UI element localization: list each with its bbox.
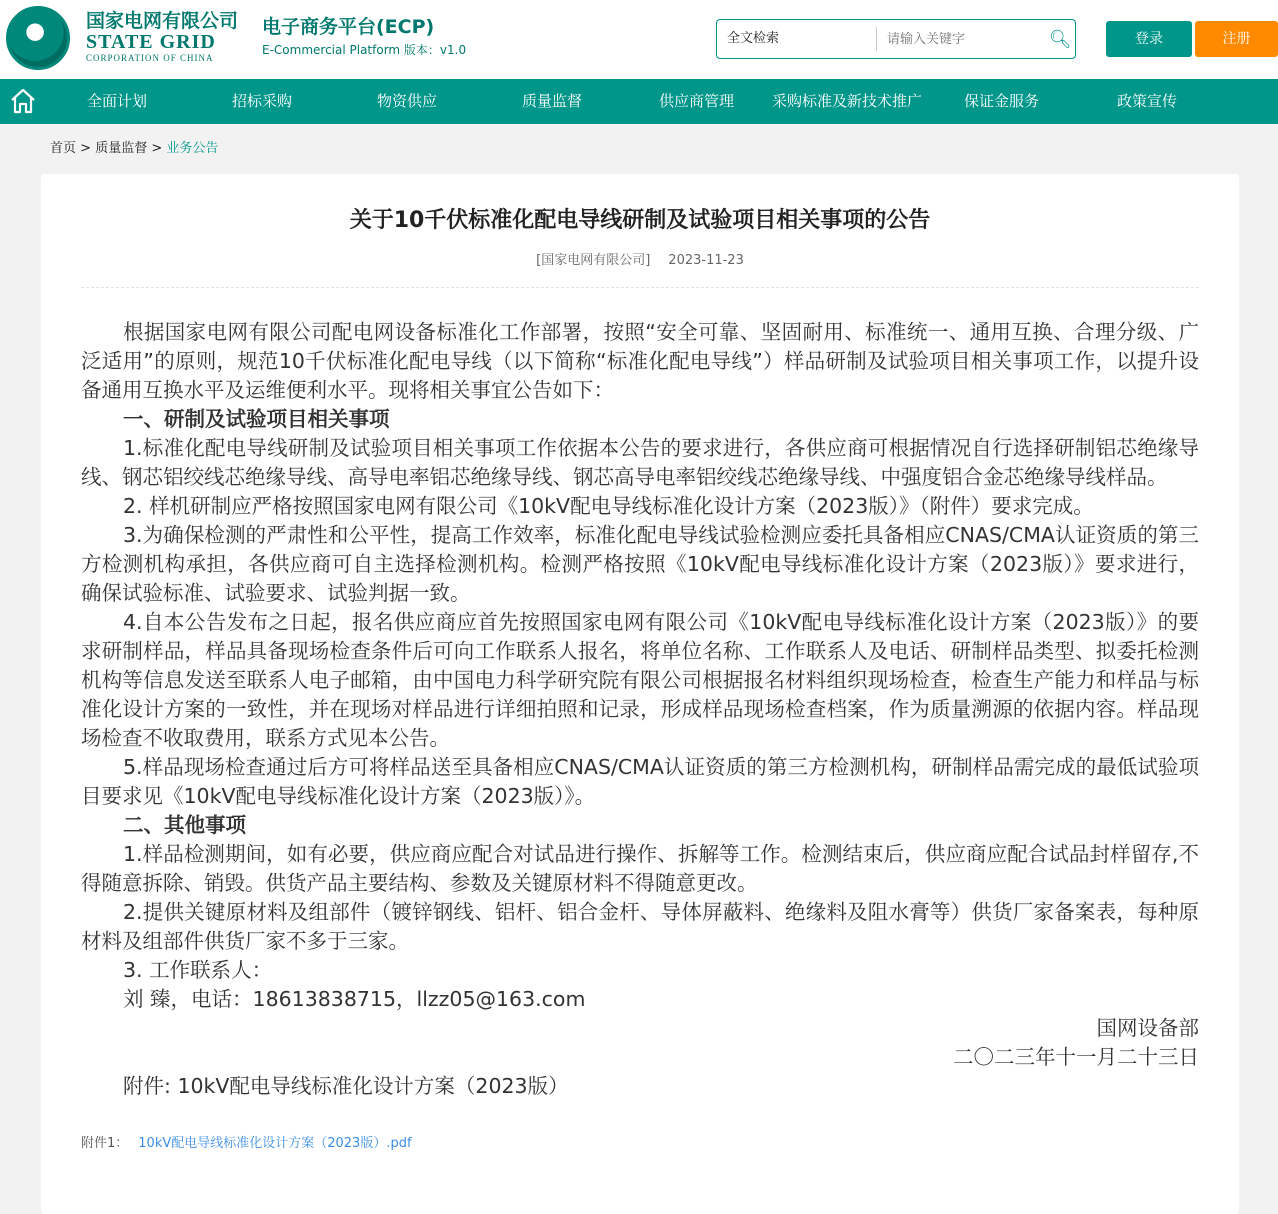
paragraph: 4.自本公告发布之日起，报名供应商应首先按照国家电网有限公司《10kV配电导线标准化设计方案（2023版）》的要求研制样品，样品具备现场检查条件后可向工作联系人报名，将单位名称、工作联系人及电话、研制样品类型、拟委托检测机构等信息发送至联系人电子邮箱，由中国电力科学研究院有限公司根据报名材料组织现场检查，检查生产能力和样品与标准化设计方案的一致性，并在现场对样品进行详细拍照和记录，形成样品现场检查档案，作为质量溯源的依据内容。样品现场检查不收取费用，联系方式见本公告。 <box>81 610 1199 750</box>
search-icon[interactable]: 🔍︎ <box>1048 28 1072 50</box>
signature: 国网设备部 <box>1096 1016 1199 1040</box>
paragraph: 1.样品检测期间，如有必要，供应商应配合对试品进行操作、拆解等工作。检测结束后，供应商应配合试品封样留存,不得随意拆除、销毁。供货产品主要结构、参数及关键原材料不得随意更改。 <box>81 842 1199 895</box>
attachment <box>81 1135 1199 1153</box>
paragraph: 3. 工作联系人： <box>123 958 273 982</box>
breadcrumb-home[interactable]: 首页 <box>50 141 77 156</box>
header <box>0 0 1278 79</box>
section-heading: 一、研制及试验项目相关事项 <box>123 407 390 431</box>
paragraph: 2.提供关键原材料及组部件（镀锌钢线、铝杆、铝合金杆、导体屏蔽料、绝缘料及阻水膏等）供货厂家备案表，每种原材料及组部件供货厂家不多于三家。 <box>81 900 1199 953</box>
breadcrumb-current[interactable]: 业务公告 <box>166 141 219 156</box>
article-source: [国家电网有限公司] <box>536 253 651 268</box>
platform-title: 电子商务平台(ECP) <box>262 16 435 38</box>
attachment-note: 附件: 10kV配电导线标准化设计方案（2023版） <box>123 1074 569 1098</box>
contact: 刘 臻，电话：18613838715，llzz05@163.com <box>123 987 586 1011</box>
article-body <box>81 318 1199 1101</box>
nav-item-supply[interactable]: 物资供应 <box>377 92 438 110</box>
nav-item-deposit[interactable]: 保证金服务 <box>964 92 1040 110</box>
section-heading: 二、其他事项 <box>123 813 247 837</box>
divider <box>81 287 1199 288</box>
home-icon[interactable] <box>10 87 36 115</box>
breadcrumb-quality[interactable]: 质量监督 <box>95 141 148 156</box>
sign-date: 二〇二三年十一月二十三日 <box>953 1045 1199 1069</box>
nav-item-quality[interactable]: 质量监督 <box>522 92 583 110</box>
org-name-cn: 国家电网有限公司 <box>86 10 239 32</box>
attachment-link[interactable]: 10kV配电导线标准化设计方案（2023版）.pdf <box>138 1136 412 1151</box>
search-box <box>716 19 1076 59</box>
article-panel <box>41 174 1239 1214</box>
login-button[interactable]: 登录 <box>1106 21 1192 57</box>
paragraph: 2. 样机研制应严格按照国家电网有限公司《10kV配电导线标准化设计方案（2023版）》（附件）要求完成。 <box>123 494 1094 518</box>
nav-item-policy[interactable]: 政策宣传 <box>1117 92 1178 110</box>
article-date: 2023-11-23 <box>668 253 744 268</box>
paragraph: 根据国家电网有限公司配电网设备标准化工作部署，按照“安全可靠、坚固耐用、标准统一、通用互换、合理分级、广泛适用”的原则，规范10千伏标准化配电导线（以下简称“标准化配电导线”）样品研制及试验项目相关事项工作，以提升设备通用互换水平及运维便利水平。现将相关事宜公告如下： <box>81 320 1199 402</box>
nav-item-standards[interactable]: 采购标准及新技术推广 <box>772 92 923 110</box>
paragraph: 1.标准化配电导线研制及试验项目相关事项工作依据本公告的要求进行，各供应商可根据情况自行选择研制铝芯绝缘导线、钢芯铝绞线芯绝缘导线、高导电率铝芯绝缘导线、钢芯高导电率铝绞线芯绝缘导线、中强度铝合金芯绝缘导线样品。 <box>81 436 1199 489</box>
search-input[interactable] <box>877 32 1045 47</box>
org-name-en: STATE GRID <box>86 31 216 53</box>
paragraph: 5.样品现场检查通过后方可将样品送至具备相应CNAS/CMA认证资质的第三方检测机构，研制样品需完成的最低试验项目要求见《10kV配电导线标准化设计方案（2023版）》。 <box>81 755 1199 808</box>
platform-subtitle: E-Commercial Platform 版本：v1.0 <box>262 43 467 57</box>
article-meta <box>81 252 1199 270</box>
register-button[interactable]: 注册 <box>1195 21 1278 57</box>
org-name-en-sub: CORPORATION OF CHINA <box>86 53 214 63</box>
attachment-label: 附件1： <box>81 1136 129 1151</box>
main-nav <box>0 79 1278 124</box>
state-grid-logo <box>6 6 70 70</box>
nav-item-bidding[interactable]: 招标采购 <box>232 92 293 110</box>
nav-item-plan[interactable]: 全面计划 <box>87 92 148 110</box>
nav-item-supplier[interactable]: 供应商管理 <box>659 92 735 110</box>
search-scope-select[interactable]: 全文检索 <box>717 27 877 51</box>
paragraph: 3.为确保检测的严肃性和公平性，提高工作效率，标准化配电导线试验检测应委托具备相应CNAS/CMA认证资质的第三方检测机构承担，各供应商可自主选择检测机构。检测严格按照《10kV配电导线标准化设计方案（2023版）》要求进行，确保试验标准、试验要求、试验判据一致。 <box>81 523 1199 605</box>
breadcrumb: 首页 > 质量监督 > 业务公告 <box>50 141 219 156</box>
article-title: 关于10千伏标准化配电导线研制及试验项目相关事项的公告 <box>349 208 931 233</box>
